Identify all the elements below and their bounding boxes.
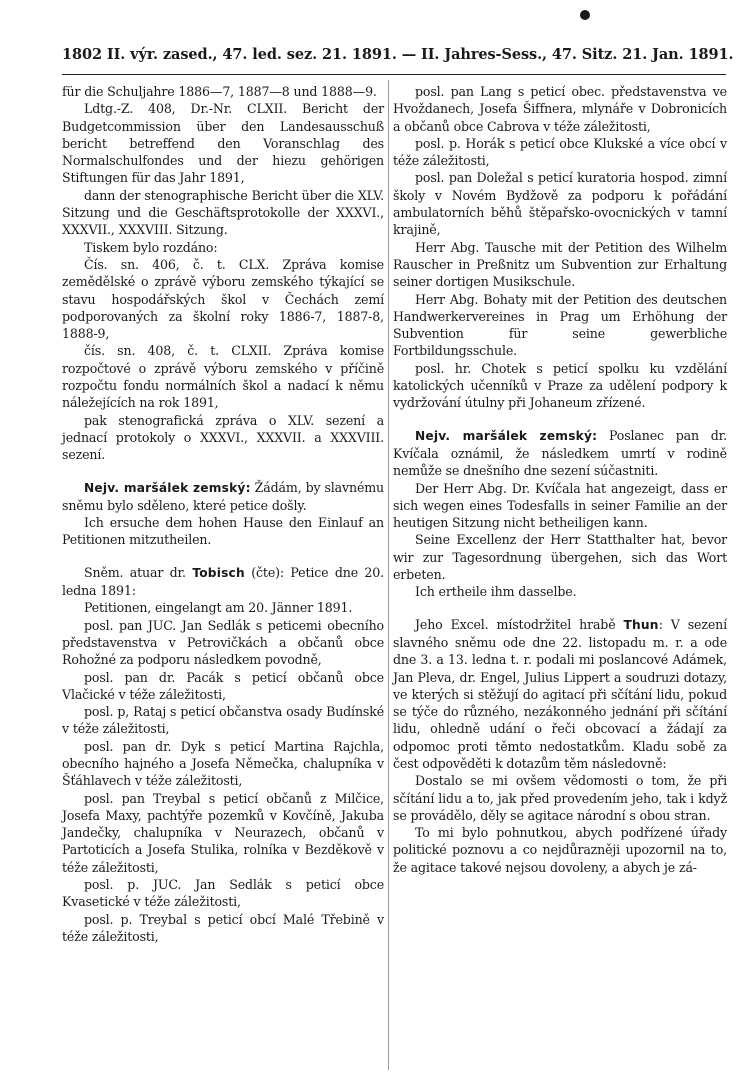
speech-text: : V sezení slavného sněmu ode dne 22. listopadu m. r. a ode dne 3. a 13. ledna t. r. podali mi poslancové Adámek, Jan Pleva, dr. Engel, Julius Lippert a soudruzi dotazy, ve kterých si stěžují do agitací při sčítání lidu, pokud se týče do různého, nezákonného jednání při sčítání lidu, ohledně udání o řeči obcovací a žádají za odpomoc proti těmto nedostatkům. Kladu sobě za čest odpověděti k dotazům těm následovně:: [393, 616, 727, 771]
paragraph: posl. pan Lang s peticí obec. představenstva ve Hvoždanech, Josefa Šiffnera, mlynáře v Dobronicích a občanů obce Cabrova v téže záležitosti,: [393, 84, 727, 134]
paragraph: Ldtg.-Z. 408, Dr.-Nr. CLXII. Bericht der Budgetcommission über den Landesausschuß bericht betreffend den Voranschlag des Normalschulfondes und der hiezu gehörigen Stiftungen für das Jahr 1891,: [62, 101, 384, 186]
paragraph: [393, 427, 727, 480]
paragraph: Herr Abg. Tausche mit der Petition des Wilhelm Rauscher in Preßnitz um Subvention zur Erhaltung seiner dortigen Musikschule.: [393, 239, 727, 290]
paragraph: posl. pan dr. Pacák s peticí občanů obce Vlačické v téže záležitosti,: [62, 669, 384, 702]
speaker-name: Tobisch: [192, 565, 245, 580]
paragraph: posl. hr. Chotek s peticí spolku ku vzdělání katolických učenníků v Praze za udělení podpory k vydržování útulny při Johaneum zřízené.: [393, 360, 727, 411]
right-column: [393, 83, 727, 876]
paragraph: posl. pan JUC. Jan Sedlák s peticemi obecního představenstva v Petrovičkách a občanů obce Rohožné za podporu následkem povodně,: [62, 617, 384, 668]
paragraph: Der Herr Abg. Dr. Kvíčala hat angezeigt, dass er sich wegen eines Todesfalls in seiner Familie an der heutigen Sitzung nicht betheiligen kann.: [393, 480, 727, 531]
paragraph: dann der stenographische Bericht über die XLV. Sitzung und die Geschäftsprotokolle der XXXVI., XXXVII., XXXVIII. Sitzung.: [62, 187, 384, 238]
paragraph: posl. p. Horák s peticí obce Klukské a více obcí v téže záležitosti,: [393, 135, 727, 169]
speaker-role: Sněm. atuar dr.: [84, 564, 193, 580]
paragraph: Ich ersuche dem hohen Hause den Einlauf an Petitionen mitzutheilen.: [62, 515, 384, 548]
paragraph: [62, 479, 384, 515]
paragraph: čís. sn. 408, č. t. CLXII. Zpráva komise rozpočtové o zprávě výboru zemského v příčině rozpočtu fondu normálních škol a nadací k němu náležejících na rok 1891,: [62, 343, 384, 411]
paragraph: Tiskem bylo rozdáno:: [84, 239, 218, 255]
paragraph: Čís. sn. 406, č. t. CLX. Zpráva komise zemědělské o zprávě výboru zemského týkající se stavu hospodářských škol v Čechách zemí podporovaných za školní roky 1886-7, 1887-8, 1888-9,: [62, 256, 384, 342]
ink-spot: [580, 10, 590, 20]
page-header: 1802 II. výr. zased., 47. led. sez. 21. 1891. — II. Jahres-Sess., 47. Sitz. 21. Jan. 1891.: [62, 46, 734, 63]
paragraph: Dostalo se mi ovšem vědomosti o tom, že při sčítání lidu a to, jak před provedením jeho, tak i když se provádělo, děly se agitace národní s obou stran.: [393, 773, 727, 823]
speaker-role: Jeho Excel. místodržitel hrabě: [415, 616, 624, 632]
paragraph: [393, 616, 727, 773]
paragraph: posl. pan Treybal s peticí občanů z Milčice, Josefa Maxy, pachtýře pozemků v Kovčíně, Jakuba Jandečky, chalupníka v Neurazech, občanů v Partoticích a Josefa Stulika, rolníka v Bezděkově v téže záležitosti,: [62, 790, 384, 875]
column-divider: [388, 80, 389, 1070]
header-rule: [62, 74, 726, 75]
paragraph: [62, 564, 384, 600]
left-column: [62, 83, 384, 945]
paragraph: posl. p. JUC. Jan Sedlák s peticí obce Kvasetické v téže záležitosti,: [62, 877, 384, 910]
paragraph: posl. p, Rataj s peticí občanstva osady Budínské v téže záležitosti,: [62, 704, 384, 737]
paragraph: für die Schuljahre 1886—7, 1887—8 und 1888—9.: [62, 84, 377, 99]
paragraph: posl. p. Treybal s peticí obcí Malé Třebině v téže záležitosti,: [62, 911, 384, 944]
paragraph: posl. pan Doležal s peticí kuratoria hospod. zimní školy v Novém Bydžově za podporu k pořádání ambulatorních běhů štěpařsko-ovocnických v tamní krajině,: [393, 170, 727, 238]
speech-text: Žádám, by slavnému sněmu bylo sděleno, které petice došly.: [62, 479, 385, 513]
speaker-name: Thun: [623, 617, 659, 632]
paragraph: posl. pan dr. Dyk s peticí Martina Rajchla, obecního hajného a Josefa Němečka, chalupníka v Šťáhlavech v téže záležitosti,: [62, 738, 384, 789]
paragraph: Herr Abg. Bohaty mit der Petition des deutschen Handwerkervereines in Prag um Erhöhung der Subvention für seine gewerbliche Fortbildungsschule.: [393, 291, 727, 359]
speech-text: Poslanec pan dr. Kvíčala oznámil, že následkem umrtí v rodině nemůže se dnešního dne sezení súčastniti.: [393, 427, 727, 479]
paragraph: Petitionen, eingelangt am 20. Jänner 1891.: [84, 600, 353, 616]
paragraph: Seine Excellenz der Herr Statthalter hat, bevor wir zur Tagesordnung übergehen, sich das Wort erbeten.: [393, 532, 727, 583]
speaker-name: Nejv. maršálek zemský:: [84, 480, 251, 495]
speaker-name: Nejv. maršálek zemský:: [415, 428, 598, 443]
paragraph: pak stenografická zpráva o XLV. sezení a jednací protokoly o XXXVI., XXXVII. a XXXVIII. sezení.: [62, 412, 384, 463]
paragraph: Ich ertheile ihm dasselbe.: [415, 584, 577, 600]
speech-text: (čte): Petice dne 20. ledna 1891:: [62, 564, 384, 599]
paragraph: To mi bylo pohnutkou, abych podřízené úřady politické poznovu a co nejdůrazněji upozornil na to, že agitace takové nejsou dovoleny, a abych je zá-: [393, 825, 727, 875]
